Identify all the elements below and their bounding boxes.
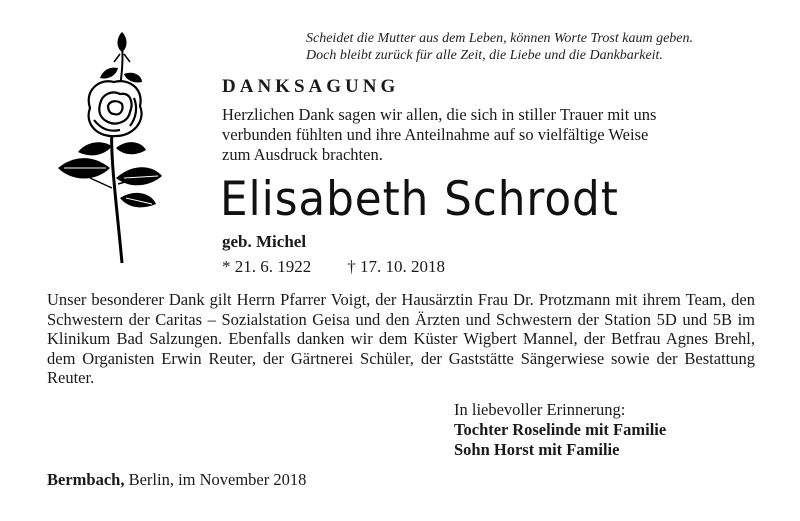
rose-icon	[50, 28, 180, 268]
place-town: Bermbach,	[47, 470, 125, 489]
intro-line-2: verbunden fühlten und ihre Anteilnahme auf so vielfältige Weise	[222, 125, 649, 144]
intro-line-3: zum Ausdruck brachten.	[222, 145, 383, 164]
death-date: † 17. 10. 2018	[347, 257, 445, 276]
heading-danksagung: DANKSAGUNG	[222, 76, 400, 97]
thanks-paragraph: Unser besonderer Dank gilt Herrn Pfarrer Voigt, der Hausärztin Frau Dr. Protzmann mit ihrem Team, den Schwestern der Caritas – Sozialstation Geisa und den Ärzten und Schwestern der Station 5D und 5B im Klinikum Bad Salzungen. Ebenfalls danken wir dem Küster Wigbert Mannel, der Betfrau Agnes Brehl, dem Organisten Erwin Reuter, der Gärtnerei Schüler, der Gaststätte Sängerwiese sowie der Bestattung Reuter.	[47, 290, 755, 387]
intro-text	[222, 105, 742, 165]
family-line-1: Tochter Roselinde mit Familie	[454, 420, 667, 439]
memorial-quote	[306, 30, 776, 64]
remembrance-block	[454, 400, 666, 460]
remembrance-intro: In liebevoller Erinnerung:	[454, 400, 626, 419]
intro-line-1: Herzlichen Dank sagen wir allen, die sich in stiller Trauer mit uns	[222, 105, 657, 124]
deceased-name: Elisabeth Schrodt	[220, 172, 619, 227]
birth-name: geb. Michel	[222, 232, 307, 251]
place-date-line	[47, 470, 306, 490]
life-dates	[222, 257, 481, 277]
quote-line-2: Doch bleibt zurück für alle Zeit, die Liebe und die Dankbarkeit.	[306, 48, 663, 63]
family-line-2: Sohn Horst mit Familie	[454, 440, 620, 459]
place-rest: Berlin, im November 2018	[124, 470, 307, 489]
birth-date: * 21. 6. 1922	[222, 257, 312, 276]
quote-line-1: Scheidet die Mutter aus dem Leben, können Worte Trost kaum geben.	[306, 31, 694, 46]
